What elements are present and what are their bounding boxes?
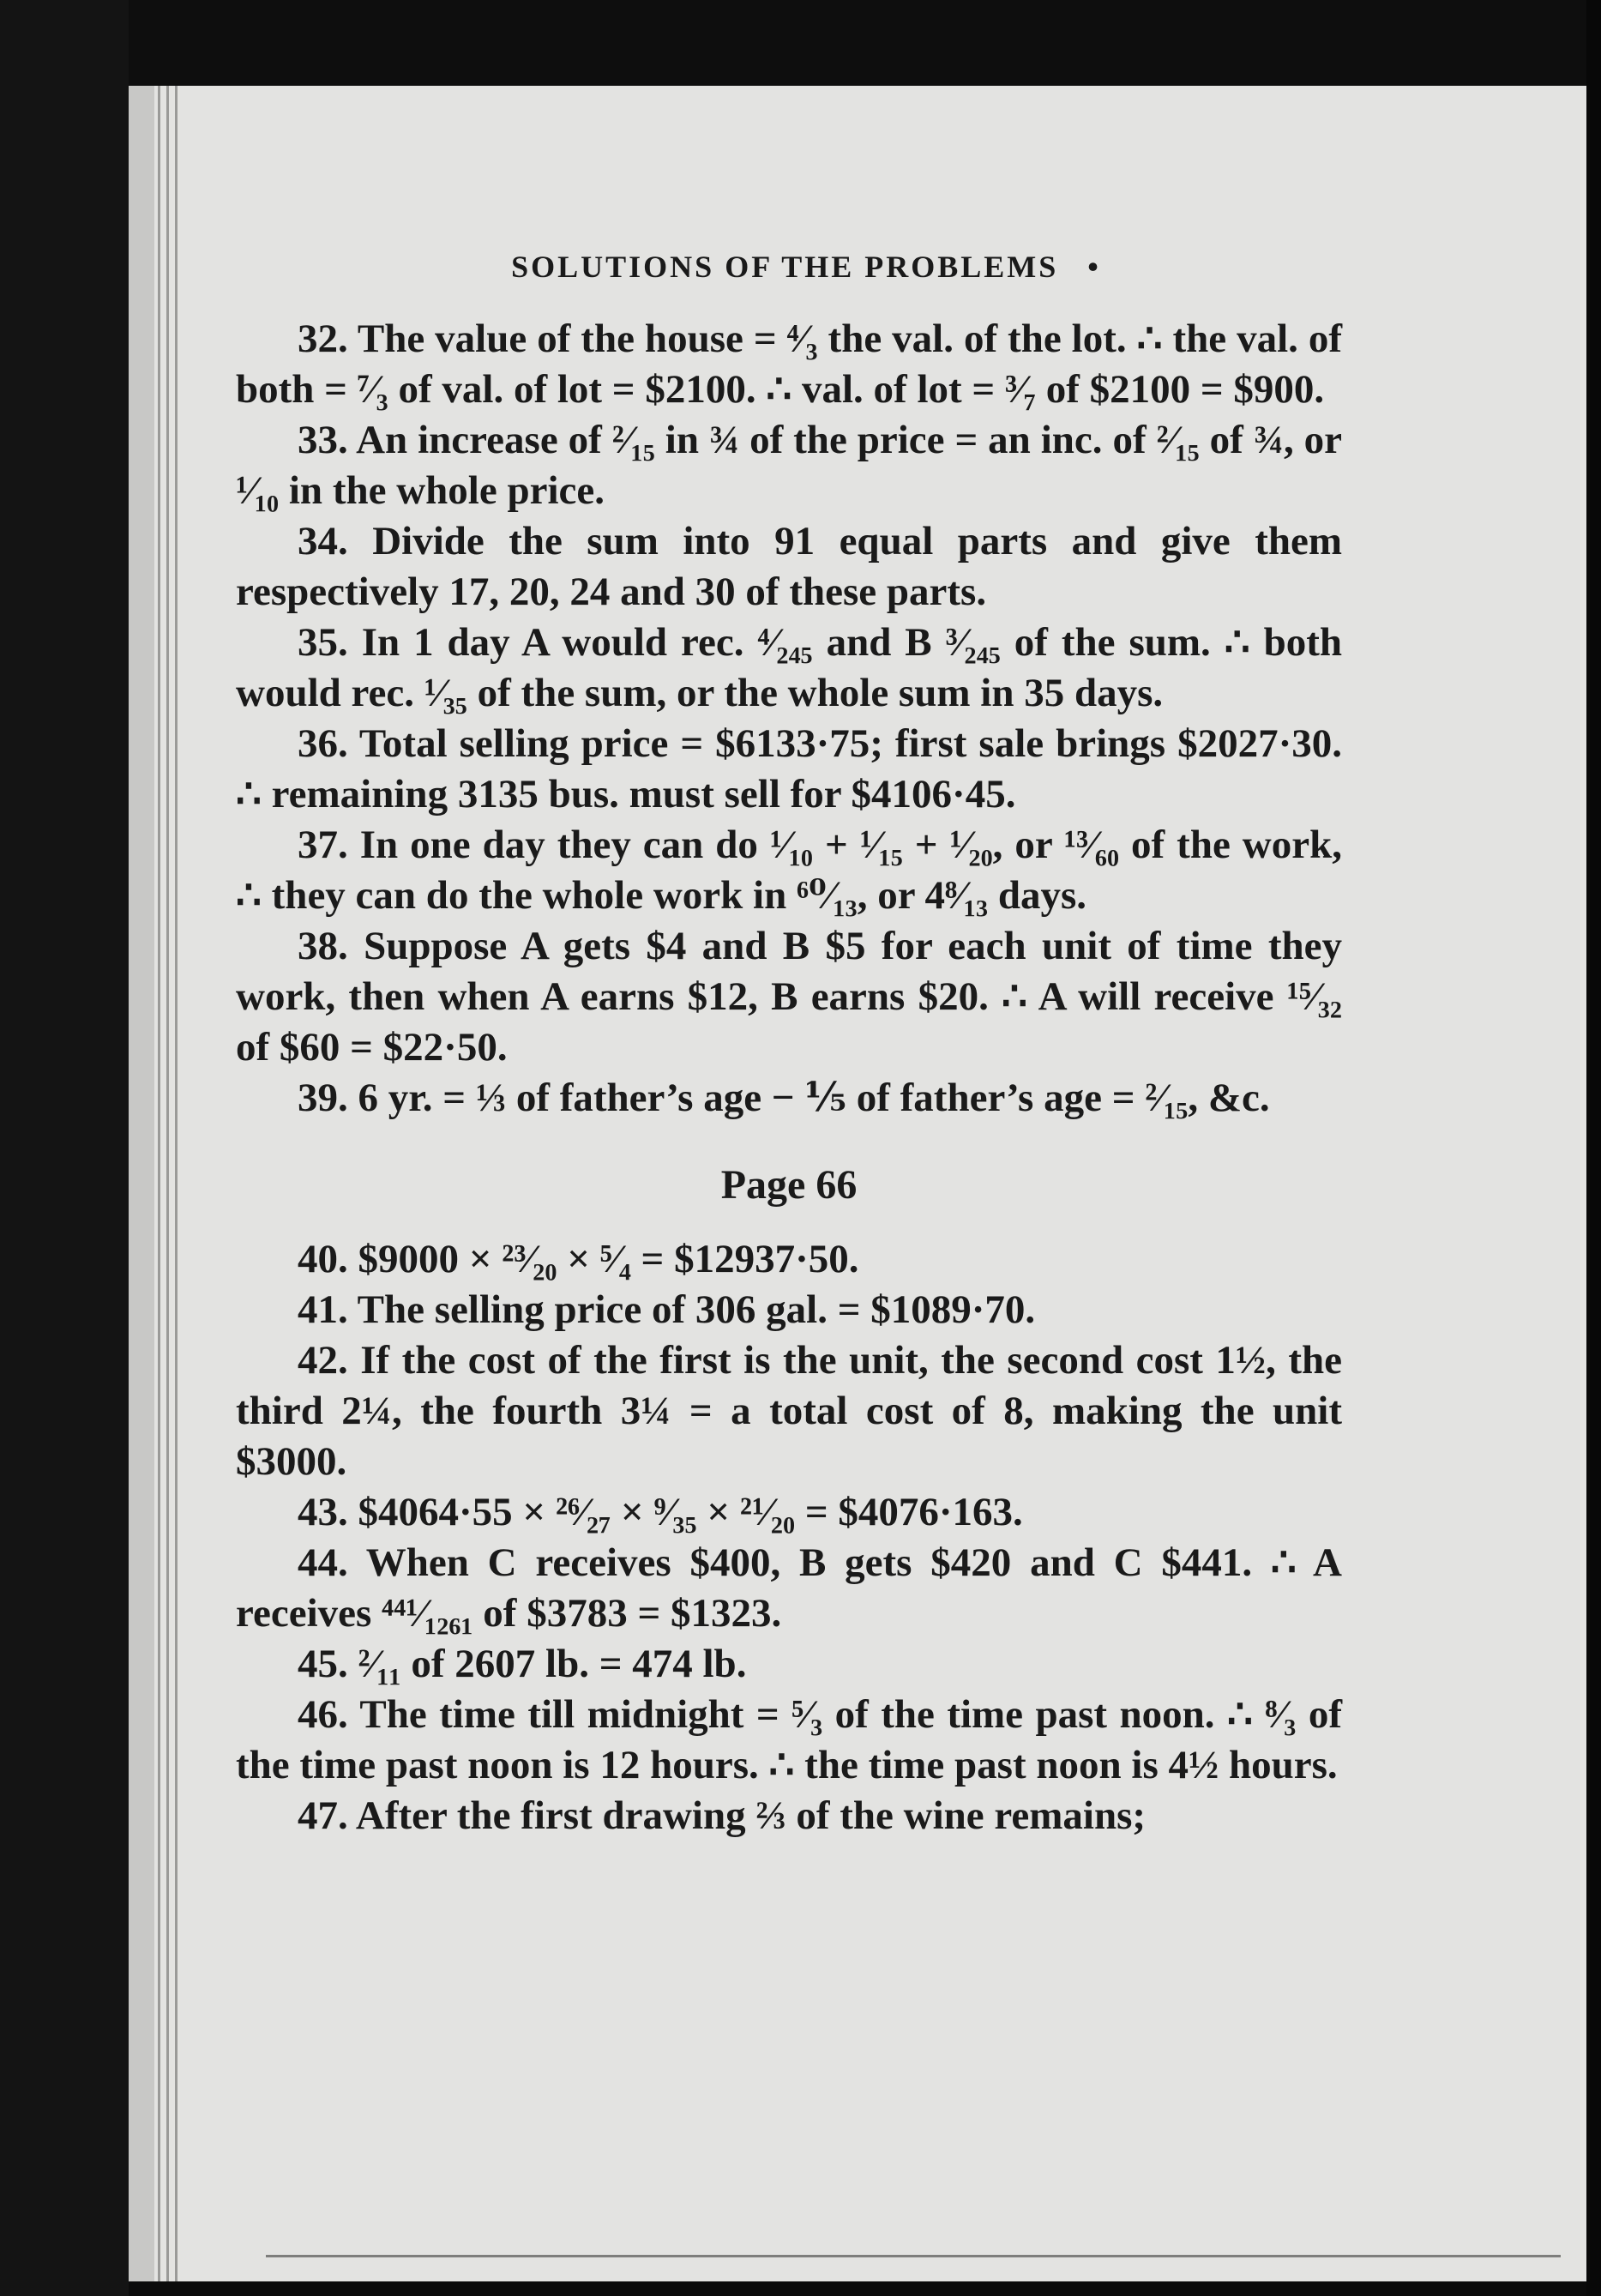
solution-40: 40. $9000 × ²³⁄₂₀ × ⁵⁄₄ = $12937·50. (298, 1237, 859, 1281)
solution-45: 45. ²⁄₁₁ of 2607 lb. = 474 lb. (298, 1642, 747, 1686)
page-heading: Page 66 (720, 1162, 858, 1208)
running-head-mark: • (1087, 250, 1101, 284)
solution-35: 35. In 1 day A would rec. ⁴⁄₂₄₅ and B ³⁄₂₄₅ of the sum. ∴ both would rec. ¹⁄₃₅ of the sum, or the whole sum in 35 days. (236, 620, 1342, 715)
scan-border-left (0, 0, 129, 2296)
solution-32: 32. The value of the house = ⁴⁄₃ the val. of the lot. ∴ the val. of both = ⁷⁄₃ of val. of lot = $2100. ∴ val. of lot = ³⁄₇ of $2100 = $900. (236, 316, 1342, 412)
running-head (236, 249, 1342, 285)
solution-42: 42. If the cost of the first is the unit, the second cost 1½, the third 2¼, the fourth 3¼ = a total cost of 8, making the unit $3000. (236, 1338, 1342, 1484)
solution-41: 41. The selling price of 306 gal. = $1089·70. (298, 1287, 1036, 1332)
gutter-line (175, 86, 178, 2281)
solution-38: 38. Suppose A gets $4 and B $5 for each unit of time they work, then when A earns $12, B earns $20. ∴ A will receive ¹⁵⁄₃₂ of $60 = $22·50. (236, 924, 1342, 1070)
solution-36: 36. Total selling price = $6133·75; first sale brings $2027·30. ∴ remaining 3135 bus. must sell for $4106·45. (236, 721, 1342, 817)
solution-46: 46. The time till midnight = ⁵⁄₃ of the time past noon. ∴ ⁸⁄₃ of the time past noon is 12 hours. ∴ the time past noon is 4½ hours. (236, 1692, 1342, 1787)
solution-43: 43. $4064·55 × ²⁶⁄₂₇ × ⁹⁄₃₅ × ²¹⁄₂₀ = $4076·163. (298, 1490, 1023, 1534)
solution-47: 47. After the first drawing ⅔ of the wine remains; (298, 1793, 1147, 1838)
gutter-line (158, 86, 160, 2281)
scan-border-right (1586, 0, 1601, 2296)
solution-39: 39. 6 yr. = ⅓ of father’s age − ⅕ of father’s age = ²⁄₁₅, &c. (298, 1076, 1270, 1120)
solution-34: 34. Divide the sum into 91 equal parts and give them respectively 17, 20, 24 and 30 of these parts. (236, 519, 1342, 614)
page-bottom-rule (266, 2255, 1561, 2257)
gutter-line (166, 86, 169, 2281)
scan-border-top (0, 0, 1601, 90)
solution-33: 33. An increase of ²⁄₁₅ in ¾ of the price = an inc. of ²⁄₁₅ of ¾, or ¹⁄₁₀ in the whole price. (236, 418, 1342, 513)
solution-37: 37. In one day they can do ¹⁄₁₀ + ¹⁄₁₅ + ¹⁄₂₀, or ¹³⁄₆₀ of the work, ∴ they can do the whole work in ⁶⁰⁄₁₃, or 4⁸⁄₁₃ days. (236, 823, 1342, 918)
page-text (236, 249, 1342, 1841)
running-head-title: SOLUTIONS OF THE PROBLEMS (511, 250, 1059, 284)
solution-44: 44. When C receives $400, B gets $420 and C $441. ∴ A receives ⁴⁴¹⁄₁₂₆₁ of $3783 = $1323. (236, 1540, 1342, 1636)
